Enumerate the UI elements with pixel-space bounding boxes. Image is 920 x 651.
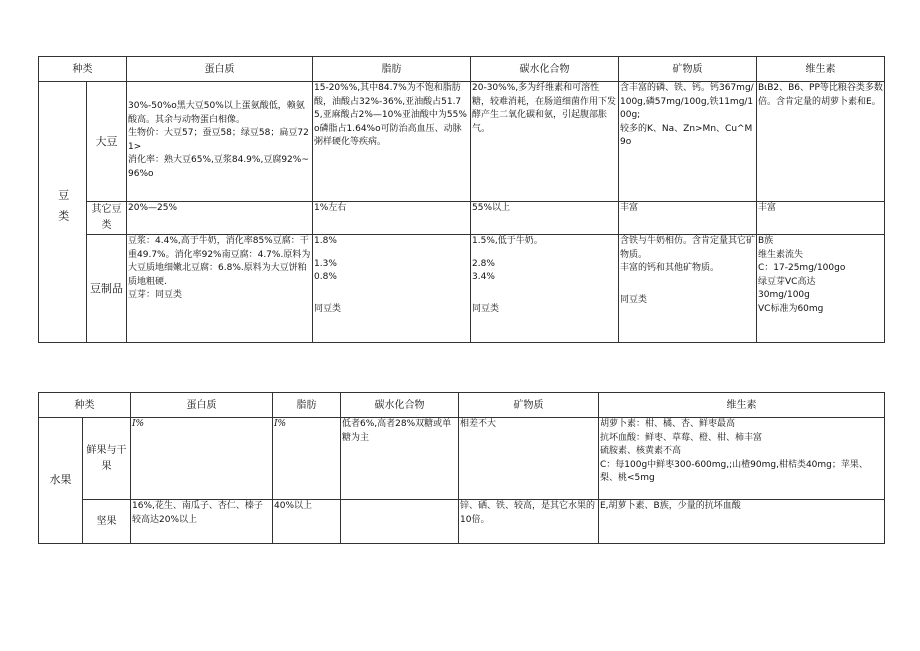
header-vitamin: 维生素 — [599, 393, 885, 418]
cell-text: 维生素流失 — [758, 249, 804, 260]
cell-text: 15-20%%,其中84.7%为不饱和脂肪酸，油酸占32%-36%,亚油酸占51.75,亚麻酸占2%—10%亚油酸中为55%o磷脂占1.64%o可防治高血压、动脉粥样硬化等疾病。 — [314, 83, 467, 147]
cell-text: 2.8% — [472, 258, 495, 269]
cell-text: 含丰富的磷、铁、钙。钙367mg/100g,磷57mg/100g,铁11mg/100g; — [620, 83, 754, 120]
header-protein: 蛋白质 — [127, 57, 313, 82]
carb-cell: 55%以上 — [471, 202, 619, 235]
carb-cell — [471, 235, 619, 343]
mineral-cell — [619, 235, 757, 343]
protein-cell: 20%—25% — [127, 202, 313, 235]
protein-cell — [127, 82, 313, 202]
mineral-cell: 相差不大 — [459, 418, 599, 500]
cell-text: 胡萝卜素：柑、橘、杏、鲜枣最高 — [600, 419, 736, 429]
category-cell — [39, 82, 87, 343]
table-row — [39, 418, 885, 500]
mineral-cell — [619, 82, 757, 202]
cell-text: 含铁与牛奶相仿。含肯定量其它矿物质。 — [620, 236, 756, 260]
fat-cell — [313, 235, 471, 343]
cell-text: 较多的K、Na、Zn>Mn、Cu^M9o — [620, 123, 753, 147]
vitamin-cell: 丰富 — [757, 202, 885, 235]
header-protein: 蛋白质 — [131, 393, 273, 418]
cell-text: 豆浆：4.4%,高于牛奶，消化率85%豆腐：干重49.7%。消化率92%南豆腐：4.7%.原料为大豆质地细嫩北豆腐：6.8%.原料为大豆饼粕质地粗硬. — [128, 236, 311, 287]
header-mineral: 矿物质 — [619, 57, 757, 82]
header-fat: 脂肪 — [273, 393, 341, 418]
row-label: 鲜果与干果 — [83, 418, 131, 500]
cell-text: C：17-25mg/100go — [758, 263, 846, 273]
vitamin-cell: E,胡萝卜素、B族，少量的抗坏血酸 — [599, 500, 885, 544]
header-carb: 碳水化合物 — [341, 393, 459, 418]
header-carb: 碳水化合物 — [471, 57, 619, 82]
cell-text: 1.3% — [314, 258, 337, 269]
cell-text: 生物价：大豆57；蚕豆58；绿豆58；扁豆721> — [128, 128, 309, 152]
cell-text: 1.5%,低于牛奶。 — [472, 236, 543, 246]
cell-text: 豆芽：同豆类 — [128, 290, 183, 300]
category-cell: 水果 — [39, 418, 83, 544]
legume-nutrition-table — [38, 56, 885, 343]
vitamin-cell — [757, 235, 885, 343]
protein-cell — [127, 235, 313, 343]
header-vitamin: 维生素 — [757, 57, 885, 82]
table-row — [39, 82, 885, 202]
fat-cell: 1%左右 — [313, 202, 471, 235]
header-fat: 脂肪 — [313, 57, 471, 82]
table-header-row — [39, 57, 885, 82]
carb-cell — [341, 500, 459, 544]
fruit-nutrition-table — [38, 392, 885, 544]
row-label: 大豆 — [87, 82, 127, 202]
cell-text: 绿豆芽VC高达 — [758, 276, 816, 287]
mineral-cell: 锌、硒、铁、较高，是其它水果的10倍。 — [459, 500, 599, 544]
cell-text: 30mg/100g — [758, 290, 810, 300]
cell-text: 抗坏血酸：鲜枣、草莓、橙、柑、柿丰富 — [600, 432, 763, 443]
cell-text: 消化率：熟大豆65%,豆浆84.9%,豆腐92%~96%o — [128, 155, 309, 179]
vitamin-cell — [599, 418, 885, 500]
cell-text: 0.8% — [314, 272, 337, 282]
header-mineral: 矿物质 — [459, 393, 599, 418]
row-label: 豆制品 — [87, 235, 127, 343]
cell-text: 1.8% — [314, 236, 337, 246]
fat-cell — [313, 82, 471, 202]
table-row — [39, 202, 885, 235]
header-category: 种类 — [39, 57, 127, 82]
cell-text: 同豆类 — [314, 303, 342, 314]
carb-cell: 低者6%,高者28%双糖或单糖为主 — [341, 418, 459, 500]
cell-text: C：每100g中鲜枣300-600mg,;山楂90mg,柑桔类40mg；苹果、梨、桃<5mg — [600, 459, 868, 483]
cell-text: 30%-50%o黑大豆50%以上蛋氨酸低，赖氨酸高。其余与动物蛋白相像。 — [128, 101, 305, 125]
protein-cell: I% — [131, 418, 273, 500]
cell-text: 硫胺素、核黄素不高 — [600, 446, 682, 456]
cell-text: 同豆类 — [620, 294, 648, 305]
cell-text: 20-30%%,多为纤维素和可溶性糖，较难消耗，在肠道细菌作用下发酵产生二氧化碳和氨，引起腹部胀气。 — [472, 83, 617, 134]
cell-text: 丰富的钙和其他矿物质。 — [620, 263, 720, 273]
fat-cell: 40%以上 — [273, 500, 341, 544]
cell-text: 3.4% — [472, 272, 495, 282]
header-category: 种类 — [39, 393, 131, 418]
cell-text: BιB2、B6、PP等比粮谷类多数倍。含肯定量的胡萝卜素和E。 — [758, 83, 883, 107]
row-label: 坚果 — [83, 500, 131, 544]
carb-cell — [471, 82, 619, 202]
mineral-cell: 丰富 — [619, 202, 757, 235]
protein-cell: 16%,花生、南瓜子、杏仁、榛子较高达20%以上 — [131, 500, 273, 544]
cell-text: 同豆类 — [472, 303, 500, 314]
cell-text: B族 — [758, 236, 774, 246]
fat-cell: I% — [273, 418, 341, 500]
cell-text: VC标准为60mg — [758, 303, 824, 314]
row-label: 其它豆类 — [87, 202, 127, 235]
vitamin-cell — [757, 82, 885, 202]
category-label: 豆类 — [56, 188, 70, 231]
table-header-row — [39, 393, 885, 418]
table-row — [39, 500, 885, 544]
table-row — [39, 235, 885, 343]
